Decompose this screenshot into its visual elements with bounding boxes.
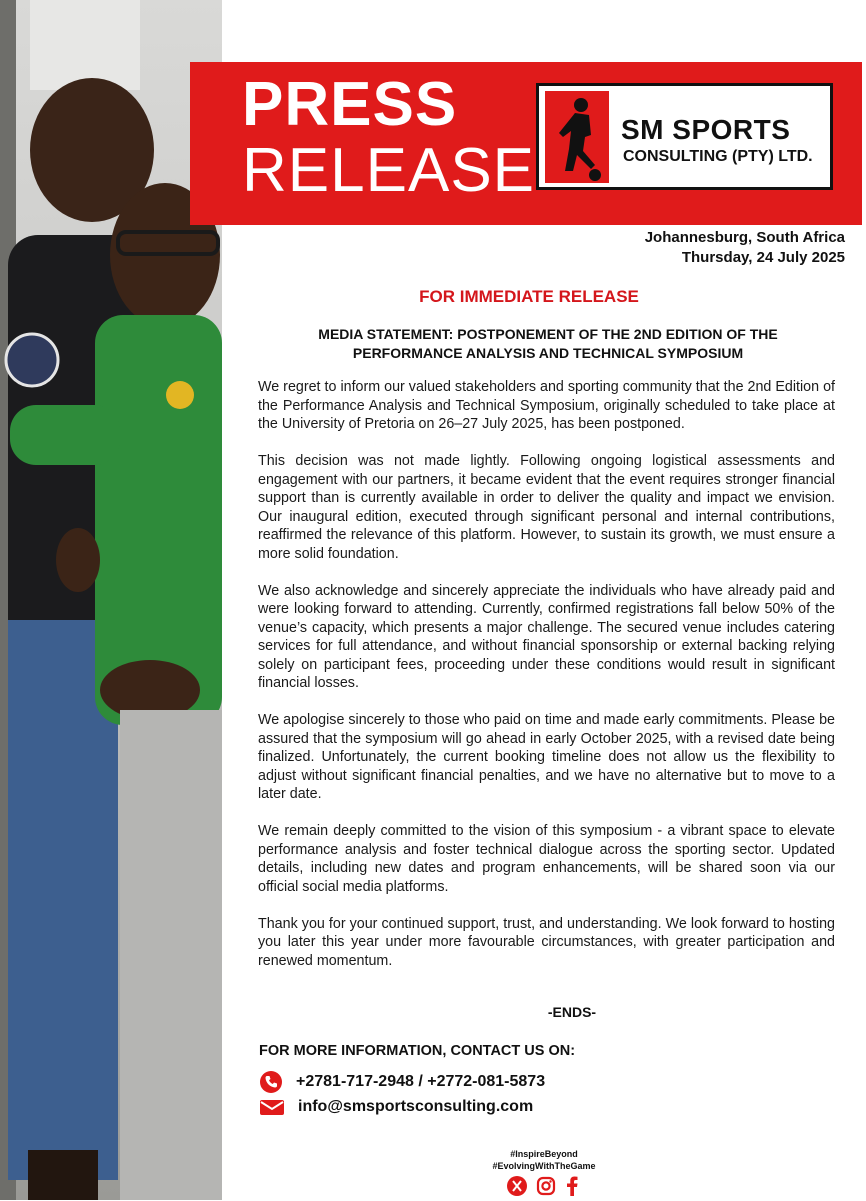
company-subname: CONSULTING (PTY) LTD. — [623, 148, 813, 165]
release-label: FOR IMMEDIATE RELEASE — [419, 287, 639, 306]
email-contact[interactable] — [260, 1098, 533, 1116]
phone-icon — [260, 1071, 282, 1093]
banner-title-line2: RELEASE — [242, 136, 536, 205]
release-date: Thursday, 24 July 2025 — [681, 249, 845, 266]
hashtag: #InspireBeyond — [510, 1149, 578, 1159]
company-name: SM SPORTS — [621, 114, 791, 145]
speakers-photo — [0, 0, 222, 1200]
press-release-banner — [190, 62, 862, 225]
banner-title-line1: PRESS — [242, 70, 458, 139]
company-logo — [536, 83, 833, 190]
paragraph: We remain deeply committed to the vision of this symposium - a vibrant space to elevate performance analysis and foster technical dialogue across the sporting sector. Updated details, including new dates and program enhancements, will be shared soon via our official social media platforms. — [258, 823, 835, 895]
paragraph: We apologise sincerely to those who paid on time and made early commitments. Please be assured that the symposium will go ahead in early October 2025, with a revised date being finalized. Unfortunately, the current booking timeline does not allow us the flexibility to adjust without significant financial penalties, and we have no alternative but to move to a later date. — [258, 712, 835, 802]
paragraph: We regret to inform our valued stakeholders and sporting community that the 2nd Edition of the Performance Analysis and Technical Symposium, originally scheduled to take place at the University of Pretoria on 26–27 July 2025, has been postponed. — [258, 379, 835, 432]
dateline — [645, 228, 845, 268]
speakers-illustration — [0, 0, 222, 1200]
paragraph: This decision was not made lightly. Following ongoing logistical assessments and engagement with our partners, it became evident that the event requires stronger financial support than is currently available in order to deliver the quality and impact we envision. Our inaugural edition, executed through significant personal and internal contributions, reaffirmed the relevance of this platform. However, to sustain its growth, we must ensure a more solid foundation. — [258, 453, 835, 562]
location: Johannesburg, South Africa — [644, 229, 845, 246]
email-icon — [260, 1098, 284, 1116]
paragraph: Thank you for your continued support, trust, and understanding. We look forward to hosting you later this year under more favourable circumstances, with greater participation and renewed momentum. — [258, 915, 835, 969]
social-links — [507, 1176, 579, 1201]
banner-title — [242, 70, 536, 205]
paragraph: We also acknowledge and sincerely appreciate the individuals who have already paid and were looking forward to attending. Currently, confirmed registrations fall below 50% of the venue’s capacity, which presents a major challenge. The secured venue includes catering services for full attendance, and without financial sponsorship or external backing relying solely on participant fees, proceeding under these conditions would result in significant financial losses. — [258, 582, 835, 691]
hashtag: #EvolvingWithTheGame — [492, 1161, 596, 1171]
phone-contact[interactable] — [260, 1071, 545, 1093]
phone-numbers[interactable]: +2781-717-2948 / +2772-081-5873 — [296, 1073, 546, 1090]
headline: MEDIA STATEMENT: POSTPONEMENT OF THE 2ND EDITION OF THE PERFORMANCE ANALYSIS AND TECHNICAL SYMPOSIUM — [318, 326, 778, 361]
statement-body — [258, 378, 835, 989]
footballer-logo-icon — [545, 91, 609, 183]
ends-marker: -ENDS- — [547, 1004, 597, 1020]
facebook-icon[interactable] — [565, 1176, 579, 1201]
contact-heading: FOR MORE INFORMATION, CONTACT US ON: — [259, 1043, 576, 1059]
hashtags — [222, 1148, 866, 1172]
instagram-icon[interactable] — [536, 1176, 556, 1201]
email-address[interactable]: info@smsportsconsulting.com — [298, 1098, 534, 1115]
x-icon[interactable] — [507, 1176, 527, 1201]
